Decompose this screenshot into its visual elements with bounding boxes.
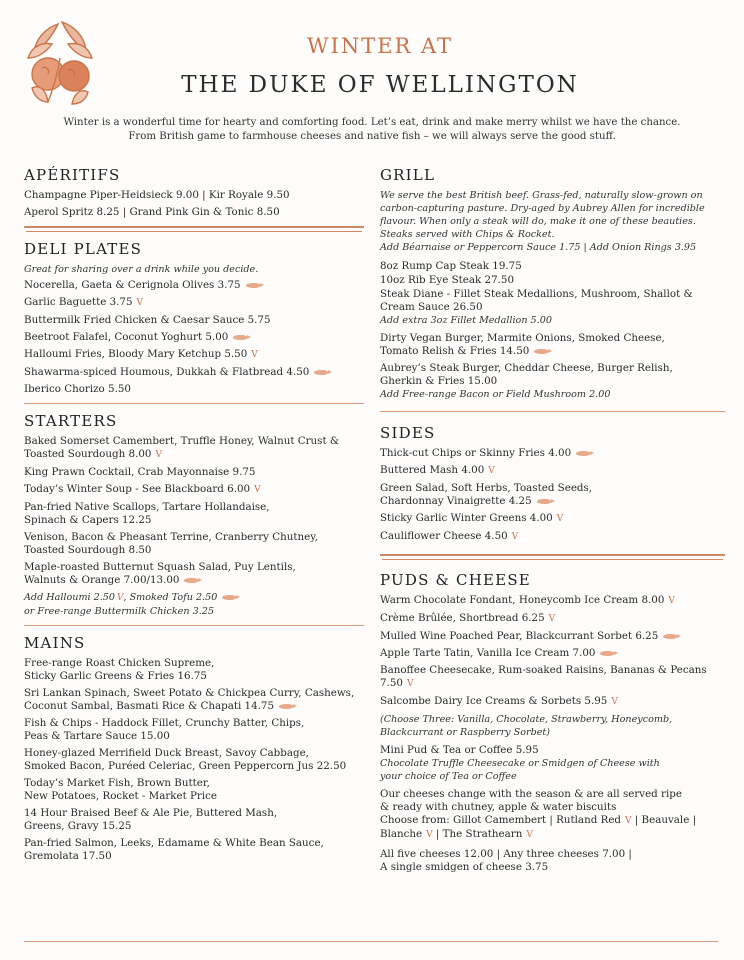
list-item (24, 747, 364, 773)
section-divider (380, 554, 725, 559)
item-text: | Beauvale | (634, 814, 697, 826)
list-item: Champagne Piper-Heidsieck 9.00 | Kir Royale 9.50 (24, 189, 290, 201)
item-text: Choose from: Gillot Camembert | Rutland Red (380, 814, 622, 826)
item-text: Banoffee Cheesecake, Rum-soaked Raisins, Bananas & Pecans 7.50 (380, 664, 707, 689)
fish-icon (534, 349, 548, 354)
section-title-deli: DELI PLATES (24, 240, 143, 258)
vegetarian-icon: V (488, 466, 495, 476)
item-line-1: Pan-fried Salmon, Leeks, Edamame & White Bean Sauce, (24, 837, 324, 849)
grill-note-1: We serve the best British beef. Grass-fed, naturally slow-grown on (380, 190, 703, 201)
item-text: Blanche (380, 828, 423, 840)
item-line-2 (24, 820, 364, 833)
mains-list (24, 657, 364, 863)
item-line-2 (24, 790, 364, 803)
list-item (24, 435, 364, 462)
item-text: Sticky Garlic Greens & Fries 16.75 (24, 670, 207, 682)
list-item (380, 482, 725, 508)
list-item (24, 561, 364, 587)
list-item (24, 501, 364, 527)
vegetarian-icon: V (548, 614, 556, 624)
item-line-1: King Prawn Cocktail, Crab Mayonnaise 9.75 (24, 466, 256, 478)
list-item (380, 447, 725, 460)
starters-addon (24, 591, 364, 605)
item-line-1: Pan-fried Native Scallops, Tartare Hollandaise, (24, 501, 270, 513)
starters-addon-2: or Free-range Buttermilk Chicken 3.25 (24, 606, 214, 617)
intro-text (40, 116, 704, 144)
list-item: 10oz Rib Eye Steak 27.50 (380, 274, 515, 286)
item-line-1: Baked Somerset Camembert, Truffle Honey, Walnut Crust & (24, 435, 340, 447)
list-item (24, 314, 364, 327)
fish-icon (576, 451, 590, 456)
item-line-1: Today’s Market Fish, Brown Butter, (24, 777, 210, 789)
section-divider (24, 625, 364, 626)
left-column (24, 166, 364, 867)
list-item (380, 345, 725, 358)
addon-tofu: , Smoked Tofu 2.50 (123, 592, 218, 603)
item-text: Iberico Chorizo 5.50 (24, 383, 131, 395)
list-item (380, 530, 725, 544)
section-title-sides: SIDES (380, 424, 436, 442)
cheese-text-2: & ready with chutney, apple & water biscuits (380, 801, 617, 813)
list-item (24, 279, 364, 292)
section-divider (24, 403, 364, 404)
item-text: Chardonnay Vinaigrette 4.25 (380, 495, 532, 507)
list-item: 8oz Rump Cap Steak 19.75 (380, 260, 522, 272)
vegetarian-icon: V (668, 596, 675, 606)
deli-list (24, 279, 364, 396)
list-item (380, 612, 725, 626)
section-title-aperitifs: APÉRITIFS (24, 166, 121, 184)
starters-list (24, 435, 364, 587)
list-item: Cream Sauce 26.50 (380, 301, 483, 313)
item-text: Peas & Tartare Sauce 15.00 (24, 730, 170, 742)
vegetarian-icon: V (526, 830, 533, 840)
vegetarian-icon: V (511, 532, 519, 542)
vegetarian-icon: V (117, 593, 124, 603)
item-text: Beetroot Falafel, Coconut Yoghurt 5.00 (24, 331, 229, 343)
minipud-note-2: your choice of Tea or Coffee (380, 771, 517, 782)
vegetarian-icon: V (406, 679, 414, 689)
vegetarian-icon: V (136, 298, 144, 308)
leaf-fruit-icon (18, 18, 102, 108)
item-line-2 (24, 700, 364, 713)
item-text: Salcombe Dairy Ice Creams & Sorbets 5.95 (380, 695, 608, 707)
addon-fillet: Add extra 3oz Fillet Medallion 5.00 (380, 315, 552, 326)
vegetarian-icon: V (625, 816, 632, 826)
list-item: Steak Diane - Fillet Steak Medallions, Mushroom, Shallot & (380, 288, 693, 300)
item-text: Shawarma-spiced Houmous, Dukkah & Flatbread 4.50 (24, 366, 310, 378)
item-text: Nocerella, Gaeta & Cerignola Olives 3.75 (24, 279, 241, 291)
section-title-puds: PUDS & CHEESE (380, 571, 531, 589)
list-item (24, 531, 364, 557)
list-item: Aubrey’s Steak Burger, Cheddar Cheese, Burger Relish, (380, 362, 673, 374)
item-line-1: Green Salad, Soft Herbs, Toasted Seeds, (380, 482, 593, 494)
item-line-1: Free-range Roast Chicken Supreme, (24, 657, 215, 669)
section-title-grill: GRILL (380, 166, 436, 184)
item-line-2 (24, 574, 364, 587)
fish-icon (537, 499, 551, 504)
item-text: Smoked Bacon, Puréed Celeriac, Green Peppercorn Jus 22.50 (24, 760, 347, 772)
minipud-note-1: Chocolate Truffle Cheesecake or Smidgen of Cheese with (380, 758, 660, 769)
item-line-1: 14 Hour Braised Beef & Ale Pie, Buttered Mash, (24, 807, 278, 819)
item-line-2 (24, 850, 364, 863)
item-text: Greens, Gravy 15.25 (24, 820, 132, 832)
list-item (24, 383, 364, 396)
item-text: Tomato Relish & Fries 14.50 (380, 345, 530, 357)
list-item (380, 630, 725, 643)
list-item: Mini Pud & Tea or Coffee 5.95 (380, 744, 539, 756)
fish-icon (314, 370, 328, 375)
item-line-2 (24, 760, 364, 773)
list-item (380, 464, 725, 478)
sorbet-note-2: Blackcurrant or Raspberry Sorbet) (380, 727, 551, 738)
list-item (24, 348, 364, 362)
grill-note-4: Steaks served with Chips & Rocket. (380, 229, 555, 240)
list-item (24, 466, 364, 479)
vegetarian-icon: V (251, 350, 258, 360)
grill-note-3: flavour. When only a steak will do, make it one of these beauties. (380, 216, 696, 227)
cheese-price-2: A single smidgen of cheese 3.75 (380, 861, 549, 873)
item-text: Garlic Baguette 3.75 (24, 296, 133, 308)
section-title-mains: MAINS (24, 634, 86, 652)
item-text: New Potatoes, Rocket - Market Price (24, 790, 218, 802)
item-line-1: Today’s Winter Soup - See Blackboard 6.00 V (24, 483, 261, 495)
fish-icon (184, 578, 198, 583)
list-item: Gherkin & Fries 15.00 (380, 375, 498, 387)
item-text: Halloumi Fries, Bloody Mary Ketchup 5.50 (24, 348, 248, 360)
item-line-1: Buttered Mash 4.00 V (380, 464, 495, 476)
intro-line-2: From British game to farmhouse cheeses and native fish – we will always serve the good stuff. (128, 131, 616, 142)
list-item (24, 837, 364, 863)
list-item (24, 366, 364, 379)
list-item (380, 695, 725, 709)
list-item (380, 512, 725, 526)
item-line-1: Honey-glazed Merrifield Duck Breast, Savoy Cabbage, (24, 747, 309, 759)
title-restaurant-name: THE DUKE OF WELLINGTON (181, 72, 579, 98)
logo-emblem (18, 18, 102, 108)
list-item: Aperol Spritz 8.25 | Grand Pink Gin & Tonic 8.50 (24, 206, 280, 218)
list-item: Dirty Vegan Burger, Marmite Onions, Smoked Cheese, (380, 332, 665, 344)
item-line-1: Thick-cut Chips or Skinny Fries 4.00 (380, 447, 725, 460)
fish-icon (279, 704, 293, 709)
list-item (24, 717, 364, 743)
list-item (380, 664, 725, 691)
list-item (24, 777, 364, 803)
list-item (24, 483, 364, 497)
vegetarian-icon: V (556, 514, 564, 524)
list-item (380, 594, 725, 608)
item-line-2 (380, 495, 725, 508)
vegetarian-icon: V (426, 830, 433, 840)
addon-halloumi: Add Halloumi 2.50 (24, 592, 116, 603)
item-line-1: Cauliflower Cheese 4.50 V (380, 530, 519, 542)
section-divider (380, 411, 725, 412)
item-line-1: Fish & Chips - Haddock Fillet, Crunchy Batter, Chips, (24, 717, 305, 729)
item-text: Spinach & Capers 12.25 (24, 514, 152, 526)
item-text: Crème Brûlée, Shortbread 6.25 (380, 612, 545, 624)
item-line-2 (24, 670, 364, 683)
item-text: Mulled Wine Poached Pear, Blackcurrant Sorbet 6.25 (380, 630, 659, 642)
item-text: Buttermilk Fried Chicken & Caesar Sauce 5.75 (24, 314, 271, 326)
vegetarian-icon: V (155, 450, 162, 460)
deli-note: Great for sharing over a drink while you decide. (24, 264, 259, 275)
grill-note-5: Add Béarnaise or Peppercorn Sauce 1.75 | Add Onion Rings 3.95 (380, 242, 697, 253)
vegetarian-icon: V (254, 485, 261, 495)
item-line-1: Sri Lankan Spinach, Sweet Potato & Chickpea Curry, Cashews, (24, 687, 355, 699)
fish-icon (233, 335, 247, 340)
item-line-1: Maple-roasted Butternut Squash Salad, Puy Lentils, (24, 561, 296, 573)
bottom-divider (24, 941, 718, 942)
list-item (24, 807, 364, 833)
item-text: Walnuts & Orange 7.00/13.00 (24, 574, 180, 586)
title-winter-at: WINTER AT (306, 34, 454, 58)
grill-note-2: carbon-capturing pasture. Dry-aged by Aubrey Allen for incredible (380, 203, 705, 214)
item-text: Warm Chocolate Fondant, Honeycomb Ice Cream 8.00 (380, 594, 665, 606)
list-item (24, 331, 364, 344)
sorbet-note-1: (Choose Three: Vanilla, Chocolate, Strawberry, Honeycomb, (380, 714, 673, 725)
item-line-2 (24, 544, 364, 557)
item-text: | The Strathearn (435, 828, 523, 840)
puds-list (380, 594, 725, 709)
cheese-price-1: All five cheeses 12.00 | Any three cheeses 7.00 | (380, 848, 632, 860)
list-item (24, 296, 364, 310)
fish-icon (663, 634, 677, 639)
item-line-2 (24, 730, 364, 743)
section-divider (24, 226, 364, 231)
item-line-1: Venison, Bacon & Pheasant Terrine, Cranberry Chutney, (24, 531, 318, 543)
list-item (24, 687, 364, 713)
fish-icon (600, 651, 614, 656)
cheese-text-1: Our cheeses change with the season & are all served ripe (380, 788, 682, 800)
addon-bacon: Add Free-range Bacon or Field Mushroom 2.00 (380, 389, 611, 400)
list-item (380, 647, 725, 660)
item-text: Toasted Sourdough 8.50 (24, 544, 152, 556)
item-text: Gremolata 17.50 (24, 850, 112, 862)
item-text: Apple Tarte Tatin, Vanilla Ice Cream 7.00 (380, 647, 596, 659)
cheese-text-3 (380, 814, 725, 828)
section-title-starters: STARTERS (24, 412, 118, 430)
right-column (380, 166, 725, 874)
fish-icon (222, 595, 236, 600)
item-line-2 (24, 448, 364, 462)
list-item (24, 657, 364, 683)
cheese-text-4 (380, 828, 725, 842)
fish-icon (246, 283, 260, 288)
vegetarian-icon: V (611, 697, 618, 707)
item-line-2 (24, 514, 364, 527)
intro-line-1: Winter is a wonderful time for hearty and comforting food. Let’s eat, drink and make merry whilst we have the chance. (63, 117, 681, 128)
item-text: Toasted Sourdough 8.00 (24, 448, 152, 460)
item-text: Coconut Sambal, Basmati Rice & Chapati 14.75 (24, 700, 275, 712)
sides-list (380, 447, 725, 544)
item-line-1: Sticky Garlic Winter Greens 4.00 V (380, 512, 564, 524)
